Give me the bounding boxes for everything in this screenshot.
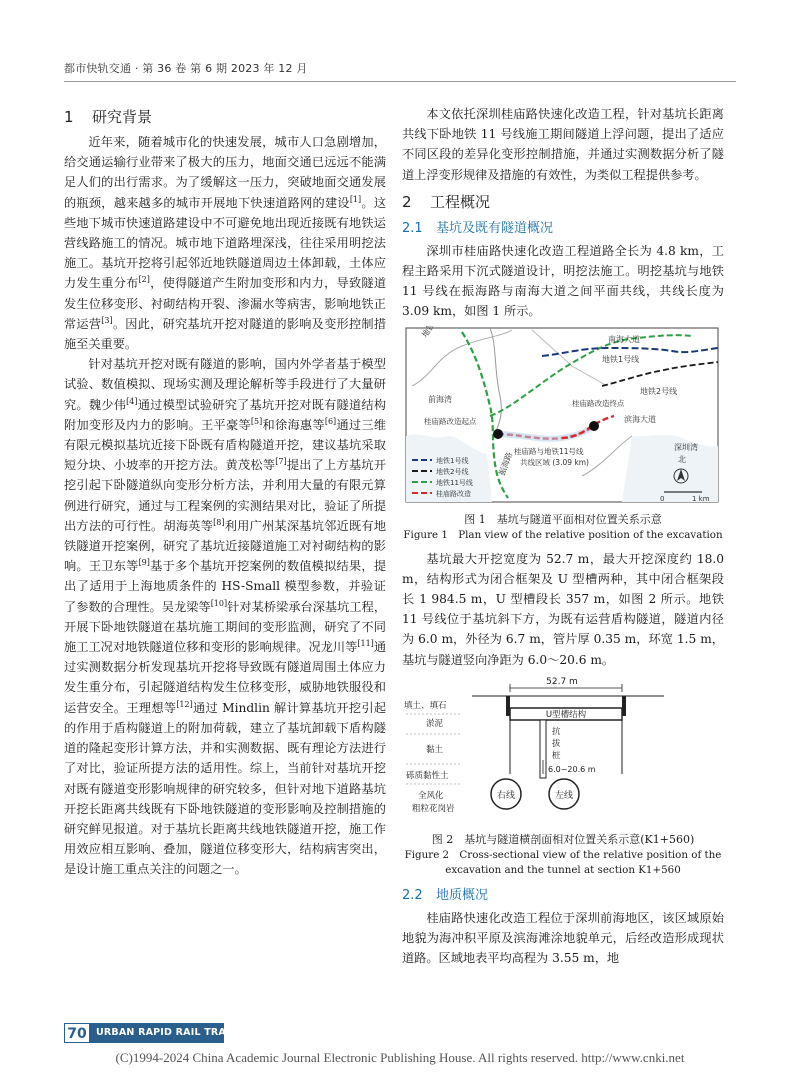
stratum-label: 淤泥 [426, 718, 444, 729]
label-binhai: 滨海大道 [624, 414, 656, 424]
figure-2-caption-en: Figure 2 Cross-sectional view of the relative position of the [404, 848, 722, 861]
scale-0: 0 [660, 494, 665, 503]
subsection-number: 2.1 [402, 220, 423, 236]
clearance-label: 6.0~20.6 m [548, 764, 596, 774]
pile-label: 抗 [552, 726, 561, 737]
label-zhenhai: 振海路 [497, 450, 515, 477]
plan-view-map [402, 326, 724, 504]
stratum-label: 粗粒花岗岩 [412, 803, 455, 814]
subsection-title: 基坑及既有隧道概况 [436, 220, 554, 236]
label-line2: 地铁2号线 [640, 386, 678, 396]
cross-section-diagram [402, 674, 724, 824]
pile-label: 拔 [552, 738, 561, 749]
running-header: 都市快轨交通 · 第 36 卷 第 6 期 2023 年 12 月 [64, 62, 308, 75]
subsection-number: 2.2 [402, 887, 423, 903]
paragraph: 近年来，随着城市化的快速发展，城市人口急剧增加，给交通运输行业带来了极大的压力，地面交通已远远不能满足人们的出行需求。为了缓解这一压力，突破地面交通发展的瓶颈，越来越多的城市开展地下快速道路网的建设[1]。这些地下城市快速道路建设中不可避免地出现近接既有地铁运营线路施工的情况。城市地下道路埋深浅，往往采用明挖法施工。基坑开挖将引起邻近地铁隧道周边土体卸载，土体应力发生重分布[2]，使得隧道产生附加变形和内力，导致隧道发生位移变形、衬砌结构开裂、渗漏水等病害，影响地铁正常运营[3]。因此，研究基坑开挖对隧道的影响及变形控制措施至关重要。 [64, 135, 387, 352]
stratum-label: 填土、填石 [404, 700, 447, 711]
u-trough-label: U型槽结构 [545, 709, 587, 720]
copyright-line: (C)1994-2024 China Academic Journal Electronic Publishing House. All rights reserved. http://www.cnki.net [115, 1050, 685, 1065]
figure-1-caption-en: Figure 1 Plan view of the relative position of the excavation [403, 528, 723, 541]
width-label: 52.7 m [546, 676, 578, 687]
figure-2-caption-cn: 图 2 基坑与隧道横剖面相对位置关系示意(K1+560) [431, 832, 695, 846]
journal-name-en: URBAN RAPID RAIL TRANSIT [96, 1027, 252, 1038]
legend-label: 地铁1号线 [436, 456, 469, 465]
section-1-heading [64, 104, 386, 130]
start-point-marker [493, 429, 503, 439]
section-title: 研究背景 [92, 108, 153, 126]
figure-2-caption-en: excavation and the tunnel at section K1+560 [445, 863, 681, 876]
tunnel-left-label: 左线 [554, 790, 574, 801]
paragraph: 桂庙路快速化改造工程位于深圳前海地区，该区域原始地貌为海冲积平原及滨海滩涂地貌单元，后经改造形成现状道路。区域地表平均高程为 3.55 m，地 [402, 910, 724, 966]
section-number: 1 [64, 108, 74, 126]
section-title: 工程概况 [430, 192, 491, 211]
figure-1-caption-cn: 图 1 基坑与隧道平面相对位置关系示意 [464, 512, 662, 526]
paragraph: 基坑最大开挖宽度为 52.7 m，最大开挖深度约 18.0 m，结构形式为闭合框架及 U 型槽两种，其中闭合框架段长 1 984.5 m，U 型槽段长 357 m，如图 2 所示。地铁 11 号线位于基坑斜下方，为既有运营盾构隧道，隧道内径为 6.0 m，外径为 6.7 m，管片厚 0.35 m，环宽 1.5 m，基坑与隧道竖向净距为 6.0～20.6 m。 [402, 551, 724, 667]
paragraph: 针对基坑开挖对既有隧道的影响，国内外学者基于模型试验、数值模拟、现场实测及理论解析等手段进行了大量研究。魏少伟[4]通过模型试验研究了基坑开挖对既有隧道结构附加变形及内力的影响。王平豪等[5]和徐海惠等[6]通过三维有限元模拟基坑近接下卧既有盾构隧道开挖，建议基坑采取短分块、小坡率的开挖方法。黄茂松等[7]提出了上方基坑开挖引起下卧隧道纵向变形分析方法，并利用大量的有限元算例进行研究，通过与工程案例的实测结果对比，验证了所提出方法的可行性。胡海英等[8]利用广州某深基坑邻近既有地铁隧道开挖案例，研究了基坑近接隧道施工对衬砌结构的影响。王卫东等[9]基于多个基坑开挖案例的数值模拟结果，提出了适用于上海地质条件的 HS-Small 模型参数，并验证了参数的合理性。吴龙梁等[10]针对某桥梁承台深基坑工程，开展下卧地铁隧道在基坑施工期间的变形监测，研究了不同施工工况对地铁隧道位移和变形的影响规律。况龙川等[11]通过实测数据分析发现基坑开挖将导致既有隧道周围土体应力发生重分布，引起隧道结构发生位移变形，威胁地铁服役和运营安全。王理想等[12]通过 Mindlin 解计算基坑开挖引起的作用于盾构隧道上的附加荷载，建立了基坑卸载下盾构隧道的隆起变形计算方法，并和实测数据、既有理论方法进行了对比，验证所提方法的适用性。综上，当前针对基坑开挖对既有隧道变形影响规律的研究较多，但针对地下道路基坑开挖长距离共线既有下卧地铁隧道的变形影响及控制措施的研究鲜见报道。对于基坑长距离共线地铁隧道开挖，施工作用效应相互影响、叠加，隧道位移变形大，结构病害突出，是设计施工重点关注的问题之一。 [64, 357, 387, 877]
label-qianhai: 前海湾 [428, 394, 452, 404]
label-colinear-2: 共线区域 (3.09 km) [520, 457, 589, 467]
stratum-label: 黏土 [426, 744, 444, 755]
scale-1km: 1 km [692, 494, 710, 503]
paragraph: 深圳市桂庙路快速化改造工程道路全长为 4.8 km，工程主路采用下沉式隧道设计，明挖法施工。明挖基坑与地铁 11 号线在振海路与南海大道之间平面共线，共线长度为 3.09 km，如图 1 所示。 [402, 243, 724, 319]
subsection-title: 地质概况 [436, 887, 489, 903]
figure-1 [402, 326, 724, 543]
tunnel-right-label: 右线 [496, 790, 516, 801]
header-rule [64, 81, 736, 82]
legend-label: 桂庙路改造 [436, 489, 471, 498]
subsection-2-2-heading [402, 884, 724, 908]
section-2-heading [402, 189, 724, 215]
page-number: 70 [64, 1023, 90, 1043]
left-column [64, 104, 386, 880]
stratum-label: 砾质黏性土 [406, 770, 449, 781]
label-nanhai: 南海大道 [608, 334, 640, 344]
paragraph: 本文依托深圳桂庙路快速化改造工程，针对基坑长距离共线下卧地铁 11 号线施工期间隧道上浮问题，提出了适应不同区段的差异化变形控制措施，并通过实测数据分析了隧道上浮变形规律及措施的有效性，为类似工程提供参考。 [402, 107, 724, 182]
section-number: 2 [402, 192, 412, 211]
end-point-marker [589, 421, 599, 431]
figure-2 [402, 674, 724, 878]
legend-label: 地铁2号线 [436, 467, 469, 476]
pile-label: 桩 [552, 750, 561, 761]
stratum-label: 全风化 [418, 790, 444, 801]
label-colinear: 桂庙路与地铁11号线 [514, 446, 584, 456]
label-guimiao-start: 桂庙路改造起点 [424, 416, 477, 426]
right-column [402, 104, 724, 968]
label-line1: 地铁1号线 [602, 354, 640, 364]
label-shenzhen-bay: 深圳湾 [674, 442, 698, 452]
subsection-2-1-heading [402, 217, 724, 241]
legend-label: 地铁11号线 [436, 478, 473, 487]
label-guimiao-end: 桂庙路改造终点 [572, 398, 625, 408]
label-north: 北 [678, 454, 686, 464]
